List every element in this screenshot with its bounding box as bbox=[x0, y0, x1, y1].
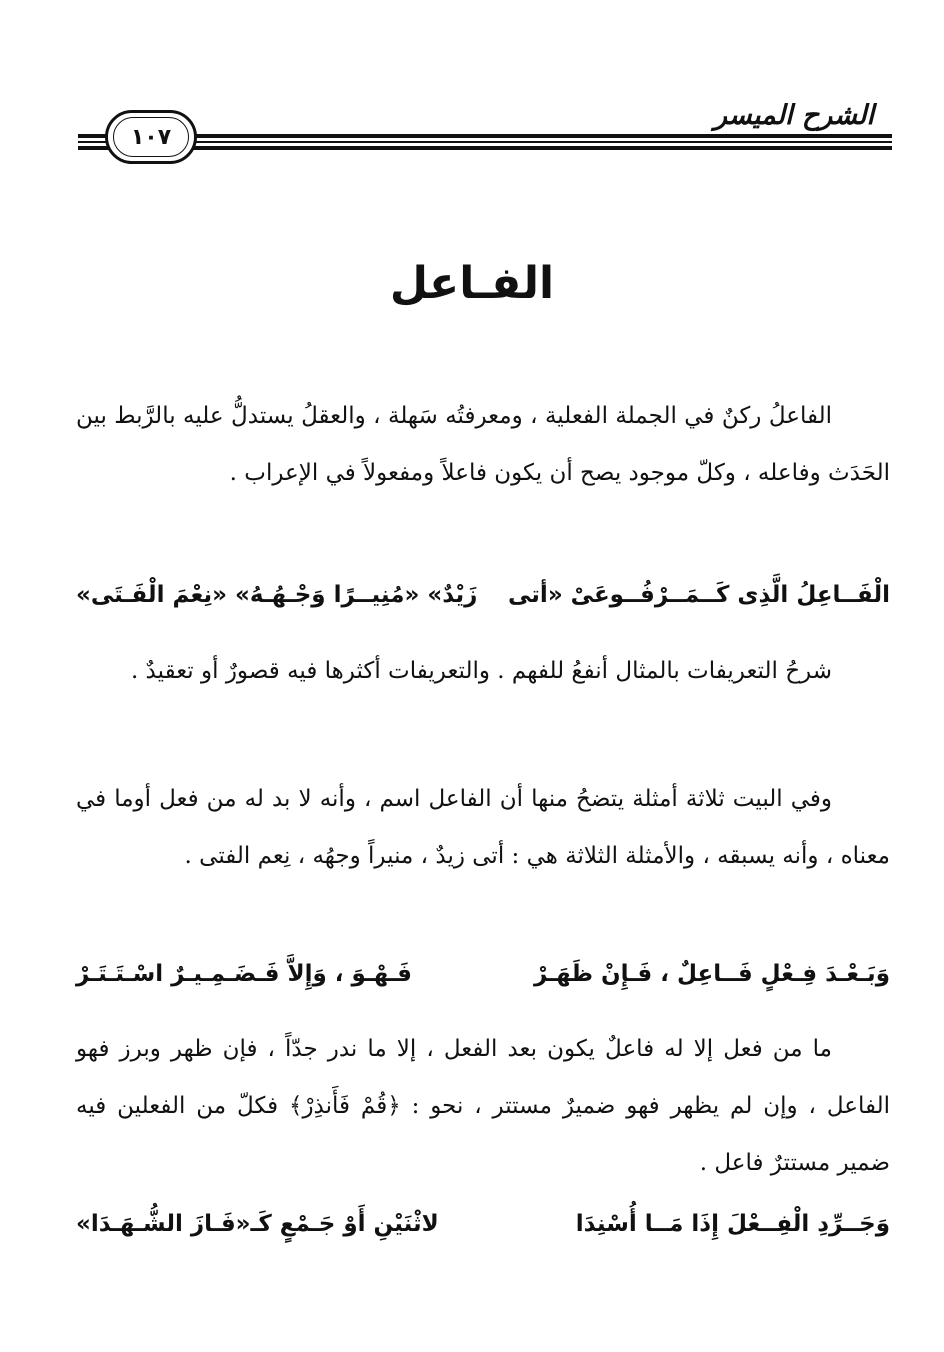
running-title: الشرح الميسر bbox=[713, 100, 874, 131]
paragraph-text: وفي البيت ثلاثة أمثلة يتضحُ منها أن الفاعل اسم ، وأنه لا بد له من فعل أوما في معناه ، وأنه يسبقه ، والأمثلة الثلاثة هي : أتى زيدٌ ، منيراً وجهُه ، نِعم الفتى . bbox=[76, 786, 890, 869]
paragraph bbox=[76, 388, 890, 502]
paragraph bbox=[76, 1021, 890, 1192]
header-rule bbox=[78, 141, 892, 143]
header-rule bbox=[78, 134, 892, 138]
verse-line bbox=[76, 1201, 890, 1247]
page-number-badge: ١٠٧ bbox=[105, 110, 197, 164]
verse-second-hemistich: زَيْدٌ» «مُنِيــرًا وَجْـهُـهُ» «نِعْمَ الْفَـتَى» bbox=[76, 582, 478, 608]
paragraph-text: ما من فعل إلا له فاعلٌ يكون بعد الفعل ، إلا ما ندر جدّاً ، فإن ظهر وبرز فهو الفاعل ، وإن لم يظهر فهو ضميرٌ مستتر ، نحو : ﴿قُمْ فَأَنذِرْ﴾ فكلّ من الفعلين فيه ضمير مستترٌ فاعل . bbox=[76, 1036, 890, 1176]
verse-second-hemistich: فَـهْـوَ ، وَإِلاَّ فَـضَـمِـيـرٌ اسْـتَـتَـرْ bbox=[76, 961, 412, 987]
paragraph bbox=[76, 643, 890, 700]
verse-second-hemistich: لاثْنَيْنِ أَوْ جَـمْعٍ كَـ«فَـازَ الشُّـهَـدَا» bbox=[76, 1211, 439, 1237]
verse-line bbox=[76, 572, 890, 618]
paragraph-text: الفاعلُ ركنٌ في الجملة الفعلية ، ومعرفتُه سَهلة ، والعقلُ يستدلُّ عليه بالرَّبط بين الحَدَث وفاعله ، وكلّ موجود يصح أن يكون فاعلاً ومفعولاً في الإعراب . bbox=[76, 403, 890, 486]
verse-first-hemistich: وَبَـعْـدَ فِـعْلٍ فَــاعِلٌ ، فَـإِنْ ظَهَـرْ bbox=[534, 961, 890, 987]
paragraph bbox=[76, 771, 890, 885]
chapter-title: الفـاعل bbox=[389, 258, 555, 309]
verse-line bbox=[76, 951, 890, 997]
verse-first-hemistich: وَجَــرِّدِ الْفِــعْلَ إِذَا مَــا أُسْنِدَا bbox=[575, 1211, 890, 1237]
paragraph-text: شرحُ التعريفات بالمثال أنفعُ للفهم . والتعريفات أكثرها فيه قصورٌ أو تعقيدٌ . bbox=[130, 658, 832, 684]
verse-first-hemistich: الْفَــاعِلُ الَّذِى كَــمَــرْفُــوعَىْ «أتى bbox=[508, 582, 890, 608]
page-header bbox=[78, 100, 892, 180]
header-rule bbox=[78, 146, 892, 150]
